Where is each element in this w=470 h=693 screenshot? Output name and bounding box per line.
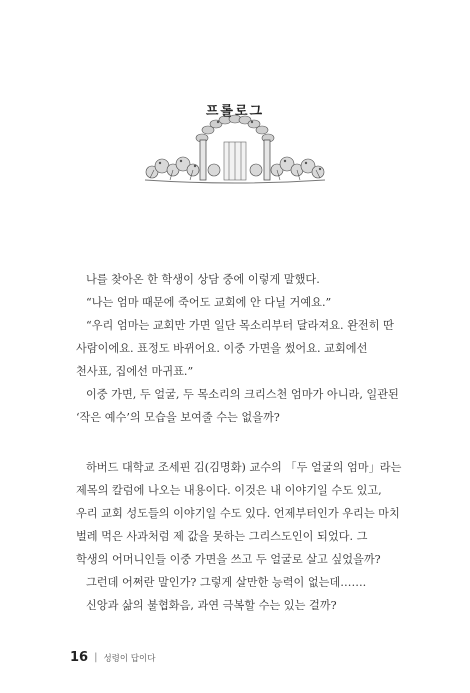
page-footer (70, 650, 155, 665)
paragraph: 나를 찾아온 한 학생이 상담 중에 이렇게 말했다. (86, 273, 320, 286)
paragraph: “우리 엄마는 교회만 가면 일단 목소리부터 달라져요. 완전히 딴 사람이에요. 표정도 바뀌어요. 이중 가면을 썼어요. 교회에선 천사표, 집에선 마귀표.” (76, 319, 394, 378)
paragraph: 신앙과 삶의 불협화음, 과연 극복할 수는 있는 걸까? (86, 599, 337, 612)
page-number: 16 (70, 650, 89, 665)
paragraph: “나는 엄마 때문에 죽어도 교회에 안 다닐 거예요.” (86, 296, 332, 309)
paragraph-spacer (76, 429, 402, 456)
paragraph: 이중 가면, 두 얼굴, 두 목소리의 크리스천 엄마가 아니라, 일관된 ‘작은 예수’의 모습을 보여줄 수는 없을까? (76, 388, 399, 424)
paragraph: 하버드 대학교 조세핀 김(김명화) 교수의 「두 얼굴의 엄마」라는 제목의 칼럼에 나오는 내용이다. 이것은 내 이야기일 수도 있고, 우리 교회 성도들의 이야기일 수도 있다. 언제부터인가 우리는 마치 벌레 먹은 사과처럼 제 값을 못하는 그리스도인이 되었다. 그 학생의 어머니인들 이중 가면을 쓰고 두 얼굴로 살고 싶었을까? (76, 461, 402, 566)
paragraph: 그런데 어쩌란 말인가? 그렇게 살만한 능력이 없는데……. (86, 576, 367, 589)
running-title: 성령이 답이다 (103, 653, 156, 664)
chapter-title: 프롤로그 (205, 104, 265, 119)
footer-separator: | (94, 652, 98, 663)
prologue-body (76, 268, 402, 617)
